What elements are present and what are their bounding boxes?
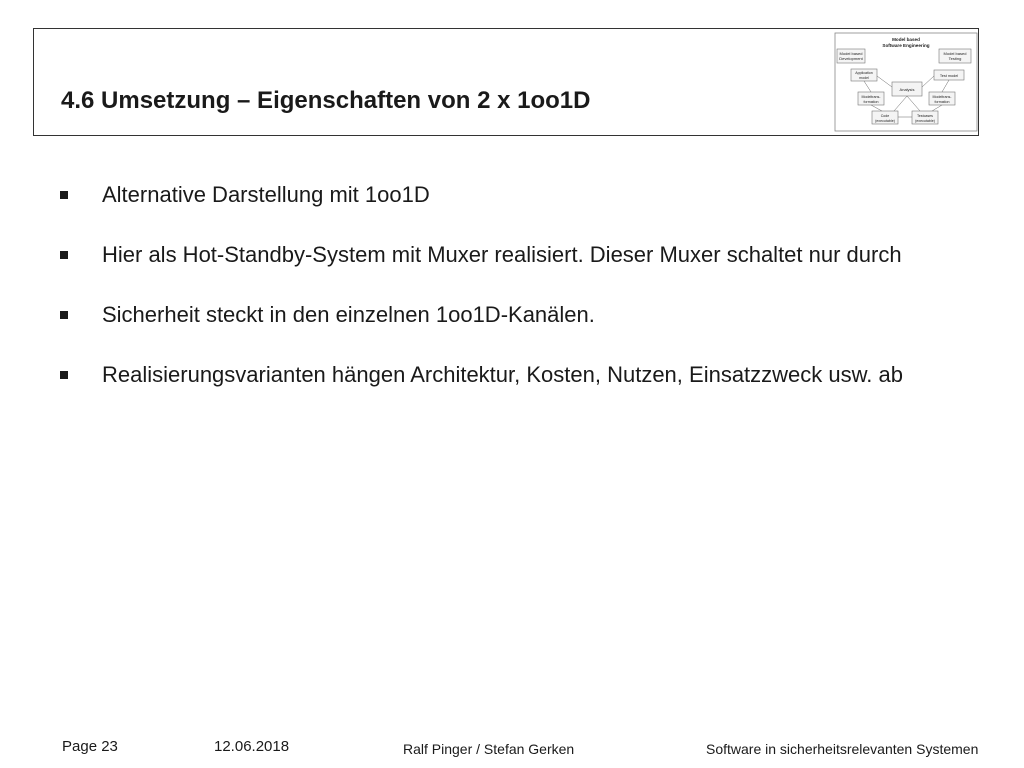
bullet-text: Realisierungsvarianten hängen Architektur, Kosten, Nutzen, Einsatzzweck usw. ab xyxy=(102,362,904,387)
bullet-text: Hier als Hot-Standby-System mit Muxer realisiert. Dieser Muxer schaltet nur durch xyxy=(102,242,902,267)
square-bullet-icon xyxy=(60,311,68,319)
slide-title: 4.6 Umsetzung – Eigenschaften von 2 x 1oo1D xyxy=(61,87,591,114)
bullet-text: Alternative Darstellung mit 1oo1D xyxy=(102,182,430,207)
diagram-testcases-line2: (executable) xyxy=(915,119,935,123)
diagram-test-model: Test model xyxy=(939,74,959,78)
diagram-trans-right-line2: formation xyxy=(934,100,950,104)
diagram-testcases-line1: Testcases xyxy=(917,114,933,118)
diagram-code-line1: Code xyxy=(880,114,890,118)
footer-page-number: Page 23 xyxy=(62,738,118,755)
mbse-diagram xyxy=(834,32,978,132)
square-bullet-icon xyxy=(60,251,68,259)
diagram-app-line2: model xyxy=(859,76,869,80)
bullet-item xyxy=(60,298,980,331)
square-bullet-icon xyxy=(60,371,68,379)
diagram-mbd-line1: Model based xyxy=(839,51,863,56)
bullet-list xyxy=(60,178,980,418)
diagram-app-line1: Application xyxy=(855,71,873,75)
mbse-diagram-graphic xyxy=(834,32,978,132)
bullet-text: Sicherheit steckt in den einzelnen 1oo1D-Kanälen. xyxy=(102,302,595,327)
square-bullet-icon xyxy=(60,191,68,199)
footer-authors: Ralf Pinger / Stefan Gerken xyxy=(403,741,575,757)
diagram-analysis: Analysis xyxy=(899,87,915,92)
bullet-item xyxy=(60,178,980,211)
diagram-mbd-line2: Development xyxy=(839,56,863,61)
diagram-trans-left-line2: formation xyxy=(863,100,879,104)
footer-course-title: Software in sicherheitsrelevanten Systemen xyxy=(706,741,979,757)
diagram-mbt-line1: Model based xyxy=(943,51,967,56)
diagram-code-line2: (executable) xyxy=(875,119,895,123)
diagram-title-line2: Software Engineering xyxy=(882,43,930,48)
bullet-item xyxy=(60,238,980,271)
slide-header xyxy=(33,28,979,136)
diagram-title-line1: Model based xyxy=(892,37,920,42)
footer-date: 12.06.2018 xyxy=(214,738,290,755)
bullet-item xyxy=(60,358,980,391)
diagram-trans-left-line1: Modeltrans- xyxy=(861,95,881,99)
diagram-trans-right-line1: Modeltrans- xyxy=(932,95,952,99)
diagram-mbt-line2: Testing xyxy=(948,56,962,61)
